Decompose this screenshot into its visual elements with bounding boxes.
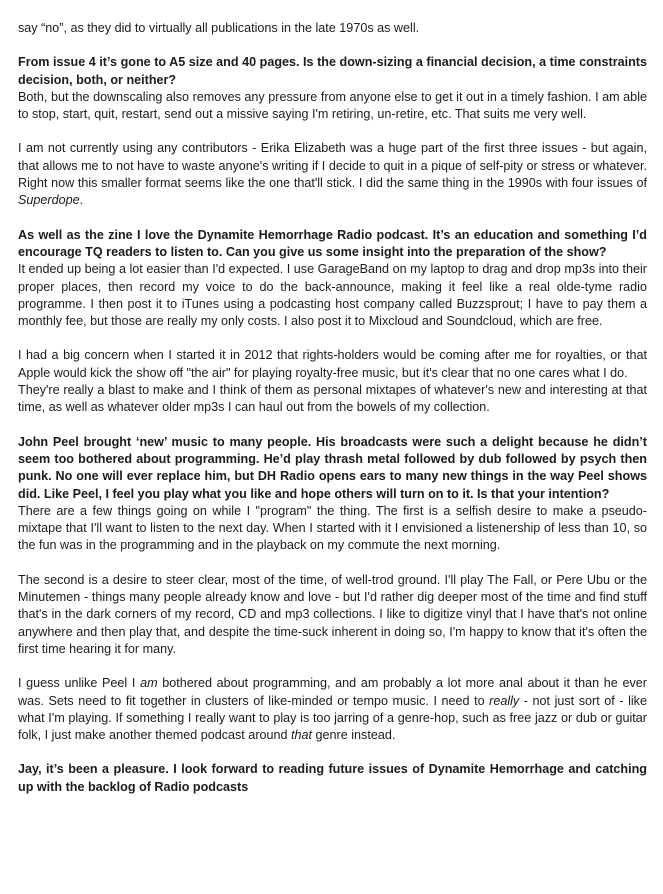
spacer (18, 123, 647, 140)
answer-2c: They're really a blast to make and I think of them as personal mixtapes of whatever's new and interesting at that time, as well as whatever older mp3s I can haul out from the bowels of my collection. (18, 383, 647, 415)
answer-2: It ended up being a lot easier than I'd expected. I use GarageBand on my laptop to drag and drop mp3s into their proper places, then record my voice to do the back-announce, making it feel like a real olde-tyme radio programme. I then post it to iTunes using a podcasting host company called Buzzsprout; I have to pay them a monthly fee, but those are really my only costs. I also post it to Mixcloud and Soundcloud, which are free. (18, 262, 647, 329)
answer-3c-emphasis-3: that (291, 728, 313, 743)
question-4: Jay, it’s been a pleasure. I look forward to reading future issues of Dynamite Hemorrhage and catching up with the backlog of Radio podcasts (18, 762, 647, 794)
question-2: As well as the zine I love the Dynamite Hemorrhage Radio podcast. It’s an education and something I’d encourage TQ readers to listen to. Can you give us some insight into the preparation of the show? (18, 227, 647, 259)
answer-1b-title: Superdope (18, 193, 80, 208)
answer-3c-text-1: I guess unlike Peel I (18, 676, 141, 691)
answer-1b-end: . (79, 193, 84, 208)
answer-1: Both, but the downscaling also removes any pressure from anyone else to get it out in a timely fashion. I am able to stop, start, quit, restart, send out a missive saying I'm retiring, un-retire, etc. That suits me very well. (18, 89, 647, 122)
spacer (18, 744, 647, 761)
spacer (18, 37, 647, 54)
spacer (18, 417, 647, 434)
answer-3: There are a few things going on while I "program" the thing. The first is a selfish desire to make a pseudo-mixtape that I'll want to listen to the next day. When I started with it I envisioned a listenership of less than 10, so the fun was in the programming and in the playback on my commute the next morning. (18, 503, 647, 553)
spacer (18, 555, 647, 572)
answer-3c-text-2: bothered about programming, and am probably a lot more anal about it than he ever was. Sets need to fit together in clusters of like-minded or tempo music. I need to (18, 676, 647, 708)
answer-3c-emphasis-1: am (140, 676, 158, 691)
question-3: John Peel brought ‘new’ music to many people. His broadcasts were such a delight because he didn’t seem too bothered about programming. He’d play thrash metal followed by dub followed by psych then punk. No one will ever replace him, but DH Radio opens ears to many new things in the way Peel shows did. Like Peel, I feel you play what you like and hope others will turn on to it. Is that your intention? (18, 434, 647, 501)
answer-1b-text: I am not currently using any contributors - Erika Elizabeth was a huge part of the first three issues - but again, that allows me to not have to waste anyone's writing if I decide to quit in a pique of self-pity or stress or whatever. Right now this smaller format seems like the one that'll stick. I did the same thing in the 1990s with four issues of (18, 141, 647, 191)
spacer (18, 658, 647, 675)
spacer (18, 210, 647, 227)
spacer (18, 330, 647, 347)
answer-3c-text-3: - not just sort of - like what I'm playing. If something I really want to play is too jarring of a genre-hop, such as free jazz or dub or guitar folk, I just make another themed podcast around (18, 693, 647, 743)
answer-3b: The second is a desire to steer clear, most of the time, of well-trod ground. I'll play The Fall, or Pere Ubu or the Minutemen - things many people already know and love - but I'd rather dig deeper most of the time and find stuff that's in the dark corners of my record, CD and mp3 collections. I like to digitize vinyl that I have that's not online anywhere and then play that, and despite the time-suck inherent in doing so, I'm happy to know that it's often the first time hearing it for many. (18, 572, 647, 656)
question-1: From issue 4 it’s gone to A5 size and 40 pages. Is the down-sizing a financial decision, a time constraints decision, both, or neither? (18, 55, 647, 87)
intro-paragraph: say “no”, as they did to virtually all publications in the late 1970s as well. (18, 21, 420, 35)
answer-1b (18, 140, 647, 209)
answer-3c-text-4: genre instead. (312, 728, 396, 743)
answer-3c (18, 675, 647, 744)
answer-2b: I had a big concern when I started it in 2012 that rights-holders would be coming after me for royalties, or that Apple would kick the show off "the air" for playing royalty-free music, but it's clear that no one cares what I do. (18, 348, 647, 380)
answer-3c-emphasis-2: really (489, 693, 520, 708)
